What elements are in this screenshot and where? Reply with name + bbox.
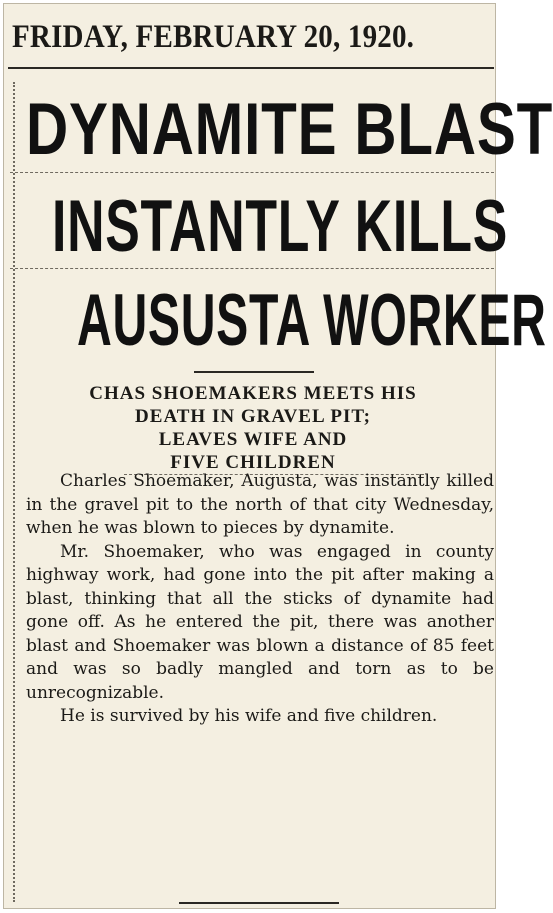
article-paragraph-2: Mr. Shoemaker, who was engaged in county highway work, had gone into the pit after making a blast, thinking that all the sticks of dynamite had gone off. As he entered the pit, there was another blast and Shoemaker was blown a distance of 85 feet and was so badly mangled and torn as to be unrecognizable. — [26, 541, 494, 703]
article-paragraph-3: He is survived by his wife and five children. — [60, 706, 438, 726]
headline-dashed-rule-2 — [10, 268, 494, 269]
subheadline-line-3: LEAVES WIFE AND — [158, 429, 348, 450]
subheadline-line-2: DEATH IN GRAVEL PIT; — [135, 406, 371, 427]
left-dotted-edge — [13, 82, 15, 902]
headline-short-rule — [194, 371, 314, 373]
article-body — [26, 470, 494, 729]
newspaper-clipping — [3, 3, 553, 909]
headline-line-1: DYNAMITE BLAST — [26, 89, 553, 170]
headline-dashed-rule-1 — [10, 172, 494, 173]
dateline: FRIDAY, FEBRUARY 20, 1920. — [12, 19, 415, 55]
headline-line-2: INSTANTLY KILLS — [52, 186, 509, 267]
closing-rule — [179, 902, 339, 904]
dateline-rule — [8, 67, 494, 69]
subheadline — [18, 382, 488, 474]
subheadline-line-4: FIVE CHILDREN — [170, 452, 336, 473]
subheadline-line-1: CHAS SHOEMAKERS MEETS HIS — [89, 383, 417, 404]
headline-line-3: AUSUSTA WORKER — [77, 280, 547, 361]
article-paragraph-1: Charles Shoemaker, Augusta, was instantly killed in the gravel pit to the north of that city Wednesday, when he was blown to pieces by dynamite. — [26, 471, 494, 538]
